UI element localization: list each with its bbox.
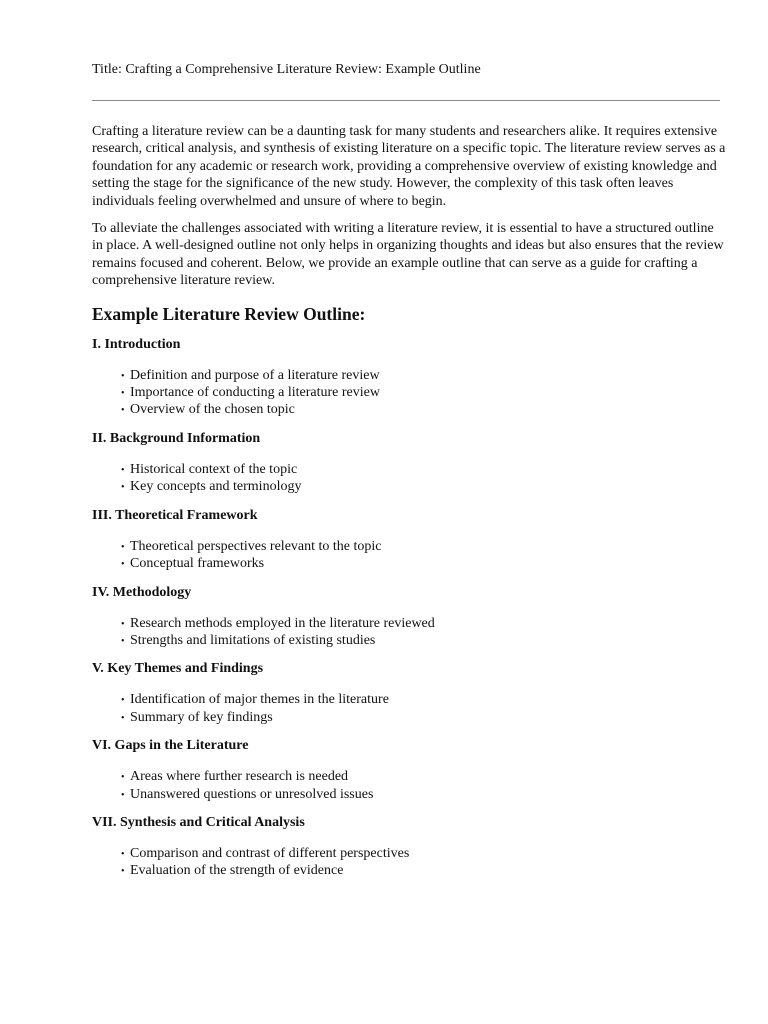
list-item [121, 461, 728, 478]
outline-section [92, 814, 728, 880]
bullet-icon: • [121, 866, 125, 878]
bullet-icon: • [121, 712, 125, 724]
bullet-icon: • [121, 405, 125, 417]
list-item-text: Comparison and contrast of different perspectives [130, 845, 410, 861]
bullet-icon: • [121, 559, 125, 571]
bullet-icon: • [121, 482, 125, 494]
intro-paragraph: Crafting a literature review can be a daunting task for many students and researchers alike. It requires extensive research, critical analysis, and synthesis of existing literature on a specific topic. The literature review serves as a foundation for any academic or research work, providing a comprehensive overview of existing knowledge and setting the stage for the significance of the new study. However, the complexity of this task often leaves individuals feeling overwhelmed and unsure of where to begin. [92, 124, 726, 209]
outline-section [92, 336, 728, 419]
list-item-text: Conceptual frameworks [130, 556, 265, 572]
outline-section [92, 737, 728, 803]
outline-section [92, 430, 728, 496]
outline-section [92, 660, 728, 726]
bullet-list [92, 615, 728, 650]
bullet-list [92, 367, 728, 419]
document-title: Title: Crafting a Comprehensive Literature Review: Example Outline [92, 62, 481, 77]
list-item-text: Strengths and limitations of existing studies [130, 632, 376, 648]
list-item [121, 401, 728, 418]
list-item [121, 555, 728, 572]
bullet-list [92, 845, 728, 880]
section-heading: V. Key Themes and Findings [92, 661, 264, 677]
bullet-icon: • [121, 848, 125, 860]
list-item [121, 691, 728, 708]
list-item [121, 632, 728, 649]
section-heading: I. Introduction [92, 336, 181, 352]
list-item-text: Importance of conducting a literature review [130, 385, 380, 401]
bullet-icon: • [121, 370, 125, 382]
list-item [121, 615, 728, 632]
list-item-text: Summary of key findings [130, 709, 273, 725]
list-item-text: Research methods employed in the literature reviewed [130, 615, 435, 631]
list-item-text: Identification of major themes in the literature [130, 692, 389, 708]
outline-section [92, 584, 728, 650]
outline-paragraph: To alleviate the challenges associated with writing a literature review, it is essential to have a structured outline in place. A well-designed outline not only helps in organizing thoughts and ideas but also ensures that the review remains focused and coherent. Below, we provide an example outline that can serve as a guide for crafting a comprehensive literature review. [92, 221, 724, 289]
outline-heading: Example Literature Review Outline: [92, 303, 366, 324]
list-item [121, 538, 728, 555]
section-heading: VI. Gaps in the Literature [92, 738, 249, 754]
list-item [121, 786, 728, 803]
list-item-text: Historical context of the topic [130, 461, 298, 477]
list-item-text: Overview of the chosen topic [130, 402, 295, 418]
list-item-text: Key concepts and terminology [130, 479, 302, 495]
list-item-text: Definition and purpose of a literature review [130, 367, 380, 383]
list-item-text: Evaluation of the strength of evidence [130, 863, 344, 879]
section-heading: IV. Methodology [92, 584, 192, 600]
outline-section [92, 507, 728, 573]
bullet-icon: • [121, 695, 125, 707]
document-body [92, 123, 728, 880]
section-heading: II. Background Information [92, 430, 261, 446]
list-item [121, 709, 728, 726]
bullet-icon: • [121, 464, 125, 476]
bullet-icon: • [121, 618, 125, 630]
title-divider [92, 100, 720, 101]
list-item [121, 367, 728, 384]
list-item [121, 862, 728, 879]
list-item [121, 478, 728, 495]
bullet-list [92, 691, 728, 726]
bullet-icon: • [121, 789, 125, 801]
list-item-text: Unanswered questions or unresolved issues [130, 786, 374, 802]
section-heading: III. Theoretical Framework [92, 507, 258, 523]
list-item [121, 845, 728, 862]
bullet-list [92, 538, 728, 573]
bullet-icon: • [121, 635, 125, 647]
bullet-icon: • [121, 388, 125, 400]
bullet-icon: • [121, 772, 125, 784]
bullet-list [92, 768, 728, 803]
list-item-text: Areas where further research is needed [130, 769, 349, 785]
list-item [121, 384, 728, 401]
section-heading: VII. Synthesis and Critical Analysis [92, 814, 305, 830]
list-item-text: Theoretical perspectives relevant to the topic [130, 538, 382, 554]
bullet-icon: • [121, 541, 125, 553]
bullet-list [92, 461, 728, 496]
list-item [121, 768, 728, 785]
